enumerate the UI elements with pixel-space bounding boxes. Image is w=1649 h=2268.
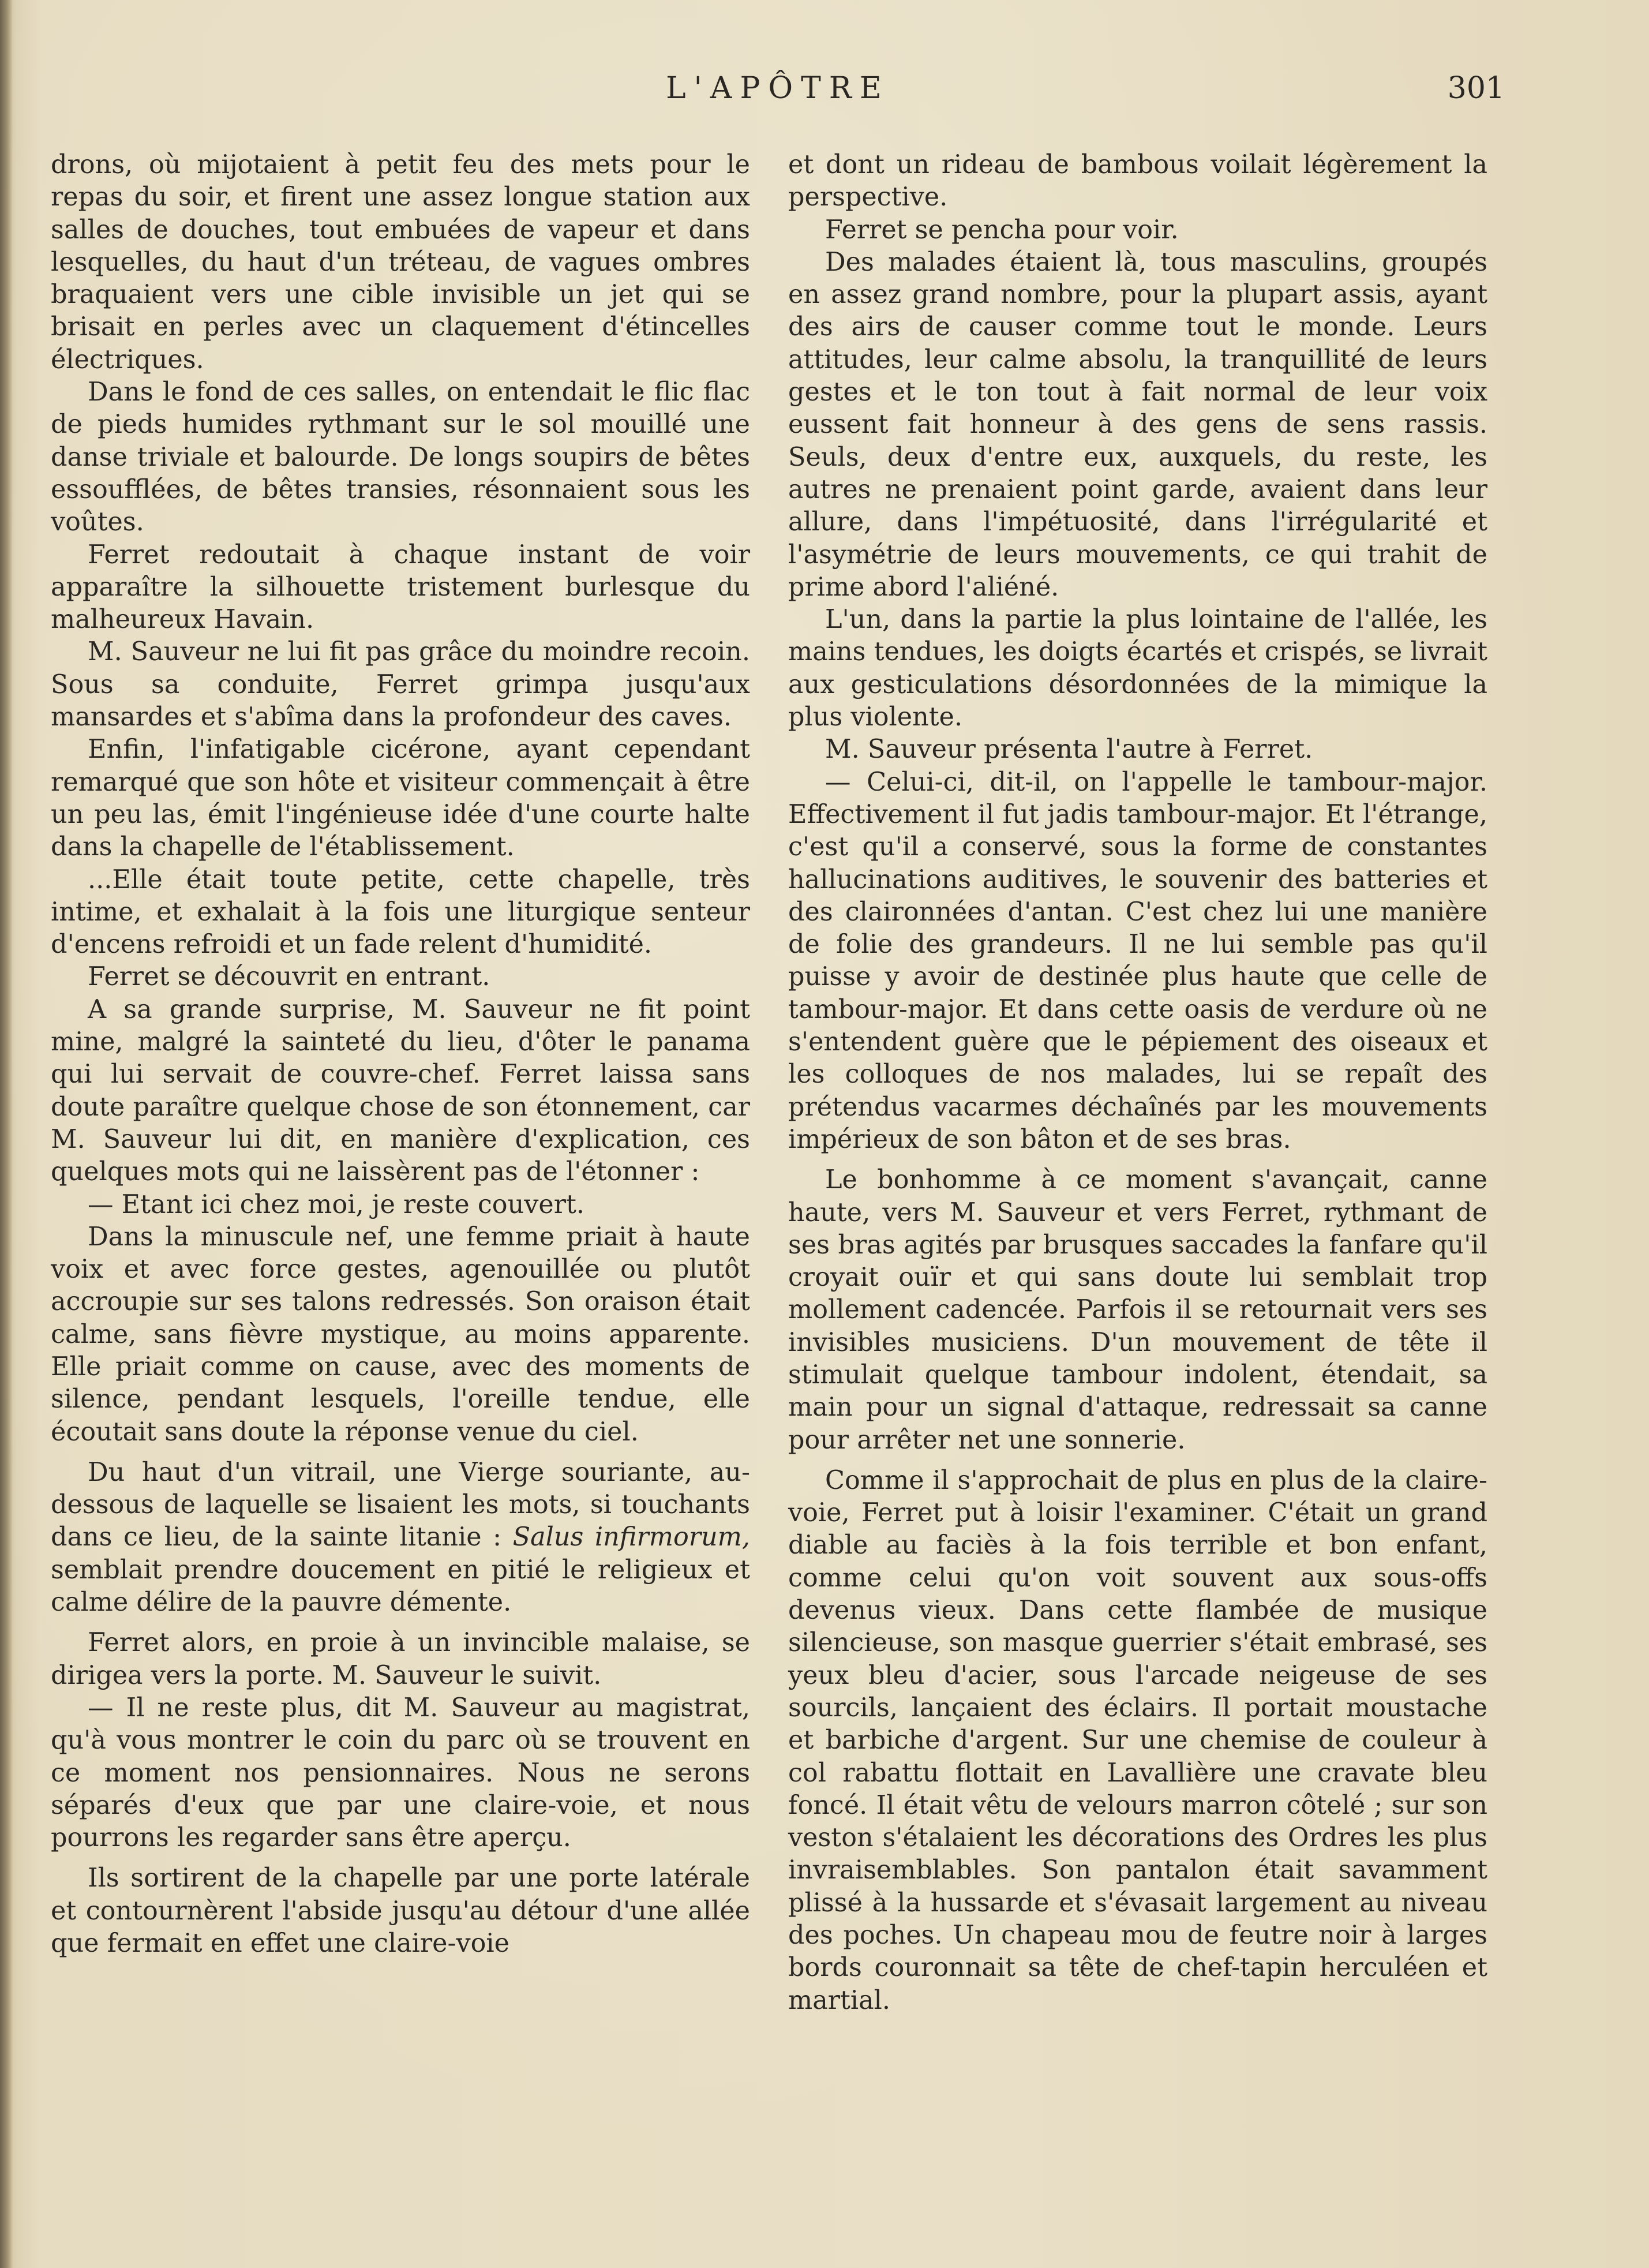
paragraph: Ferret alors, en proie à un invincible malaise, se dirigea vers la porte. M. Sauveur le suivit.	[51, 1628, 750, 1690]
book-spine-shadow	[0, 0, 13, 2268]
left-column	[51, 149, 750, 1960]
paragraph: Comme il s'approchait de plus en plus de la claire-voie, Ferret put à loisir l'examiner. C'était un grand diable au faciès à la fois terrible et bon enfant, comme celui qu'on voit souvent aux sous-offs devenus vieux. Dans cette flambée de musique silencieuse, son masque guerrier s'était embrasé, ses yeux bleu d'acier, sous l'arcade neigeuse de ses sourcils, lançaient des éclairs. Il portait moustache et barbiche d'argent. Sur une chemise de couleur à col rabattu flottait en Lavallière une cravate bleu foncé. Il était vêtu de velours marron côtelé ; sur son veston s'étalaient les décorations des Ordres les plus invraisemblables. Son pantalon était savamment plissé à la hussarde et s'évasait largement au niveau des poches. Un chapeau mou de feutre noir à larges bords couronnait sa tête de chef-tapin herculéen et martial.	[788, 1465, 1487, 2015]
paragraph: Ferret se découvrit en entrant.	[88, 962, 490, 992]
right-column	[788, 149, 1487, 2017]
paragraph: L'un, dans la partie la plus lointaine de l'allée, les mains tendues, les doigts écartés et crispés, se livrait aux gesticulations désordonnées de la mimique la plus violente.	[788, 605, 1487, 732]
paragraph-text: Du haut d'un vitrail, une Vierge souriante, au-dessous de laquelle se lisaient les mots, si touchants dans ce lieu, de la sainte litanie :	[51, 1457, 750, 1552]
paragraph-text: semblait prendre doucement en pitié le religieux et calme délire de la pauvre démente.	[51, 1555, 750, 1618]
paragraph: A sa grande surprise, M. Sauveur ne fit point mine, malgré la sainteté du lieu, d'ôter le panama qui lui servait de couvre-chef. Ferret laissa sans doute paraître quelque chose de son étonnement, car M. Sauveur lui dit, en manière d'explication, ces quelques mots qui ne laissèrent pas de l'étonner :	[51, 994, 750, 1187]
paragraph: — Celui-ci, dit-il, on l'appelle le tambour-major. Effectivement il fut jadis tambour-major. Et l'étrange, c'est qu'il a conservé, sous la forme de constantes hallucinations auditives, le souvenir des batteries et des claironnées d'antan. C'est chez lui une manière de folie des grandeurs. Il ne lui semble pas qu'il puisse y avoir de destinée plus haute que celle de tambour-major. Et dans cette oasis de verdure où ne s'entendent guère que le pépiement des oiseaux et les colloques de nos malades, lui se repaît des prétendus vacarmes déchaînés par les mouvements impérieux de son bâton et de ses bras.	[788, 767, 1487, 1154]
paragraph: — Il ne reste plus, dit M. Sauveur au magistrat, qu'à vous montrer le coin du parc où se trouvent en ce moment nos pensionnaires. Nous ne serons séparés d'eux que par une claire-voie, et nous pourrons les regarder sans être aperçu.	[51, 1693, 750, 1853]
paragraph: Dans le fond de ces salles, on entendait le flic flac de pieds humides rythmant sur le sol mouillé une danse triviale et balourde. De longs soupirs de bêtes essoufflées, de bêtes transies, résonnaient sous les voûtes.	[51, 377, 750, 537]
italic-litany-text: Salus infirmorum,	[512, 1522, 751, 1552]
paragraph: Ils sortirent de la chapelle par une porte latérale et contournèrent l'abside jusqu'au détour d'une allée que fermait en effet une claire-voie	[51, 1863, 750, 1959]
paragraph: Ferret redoutait à chaque instant de voir apparaître la silhouette tristement burlesque du malheureux Havain.	[51, 540, 750, 635]
page-number: 301	[1447, 71, 1505, 106]
paragraph: Enfin, l'infatigable cicérone, ayant cependant remarqué que son hôte et visiteur commençait à être un peu las, émit l'ingénieuse idée d'une courte halte dans la chapelle de l'établissement.	[51, 735, 750, 862]
paragraph: drons, où mijotaient à petit feu des mets pour le repas du soir, et firent une assez longue station aux salles de douches, tout embuées de vapeur et dans lesquelles, du haut d'un tréteau, de vagues ombres braquaient vers une cible invisible un jet qui se brisait en perles avec un claquement d'étincelles électriques.	[51, 150, 750, 375]
paragraph-with-italic	[51, 1457, 750, 1619]
paragraph: Dans la minuscule nef, une femme priait à haute voix et avec force gestes, agenouillée ou plutôt accroupie sur ses talons redressés. Son oraison était calme, sans fièvre mystique, au moins apparente. Elle priait comme on cause, avec des moments de silence, pendant lesquels, l'oreille tendue, elle écoutait sans doute la réponse venue du ciel.	[51, 1222, 750, 1447]
paragraph: — Etant ici chez moi, je reste couvert.	[88, 1189, 585, 1219]
paragraph: et dont un rideau de bambous voilait légèrement la perspective.	[788, 150, 1487, 212]
paragraph: Ferret se pencha pour voir.	[825, 215, 1179, 245]
paragraph: M. Sauveur présenta l'autre à Ferret.	[825, 735, 1313, 765]
running-title: L'APÔTRE	[666, 71, 890, 106]
paragraph: M. Sauveur ne lui fit pas grâce du moindre recoin. Sous sa conduite, Ferret grimpa jusqu'aux mansardes et s'abîma dans la profondeur des caves.	[51, 637, 750, 732]
paragraph: Le bonhomme à ce moment s'avançait, canne haute, vers M. Sauveur et vers Ferret, rythmant de ses bras agités par brusques saccades la fanfare qu'il croyait ouïr et qui sans doute lui semblait trop mollement cadencée. Parfois il se retournait vers ses invisibles musiciens. D'un mouvement de tête il stimulait quelque tambour indolent, étendait, sa main pour un signal d'attaque, redressait sa canne pour arrêter net une sonnerie.	[788, 1165, 1487, 1455]
page-header	[51, 68, 1505, 114]
paragraph: ...Elle était toute petite, cette chapelle, très intime, et exhalait à la fois une liturgique senteur d'encens refroidi et un fade relent d'humidité.	[51, 864, 750, 960]
paragraph: Des malades étaient là, tous masculins, groupés en assez grand nombre, pour la plupart assis, ayant des airs de causer comme tout le monde. Leurs attitudes, leur calme absolu, la tranquillité de leurs gestes et le ton tout à fait normal de leur voix eussent fait honneur à des gens de sens rassis. Seuls, deux d'entre eux, auxquels, du reste, les autres ne prenaient point garde, avaient dans leur allure, dans l'impétuosité, dans l'irrégularité et l'asymétrie de leurs mouvements, ce qui trahit de prime abord l'aliéné.	[788, 247, 1487, 602]
